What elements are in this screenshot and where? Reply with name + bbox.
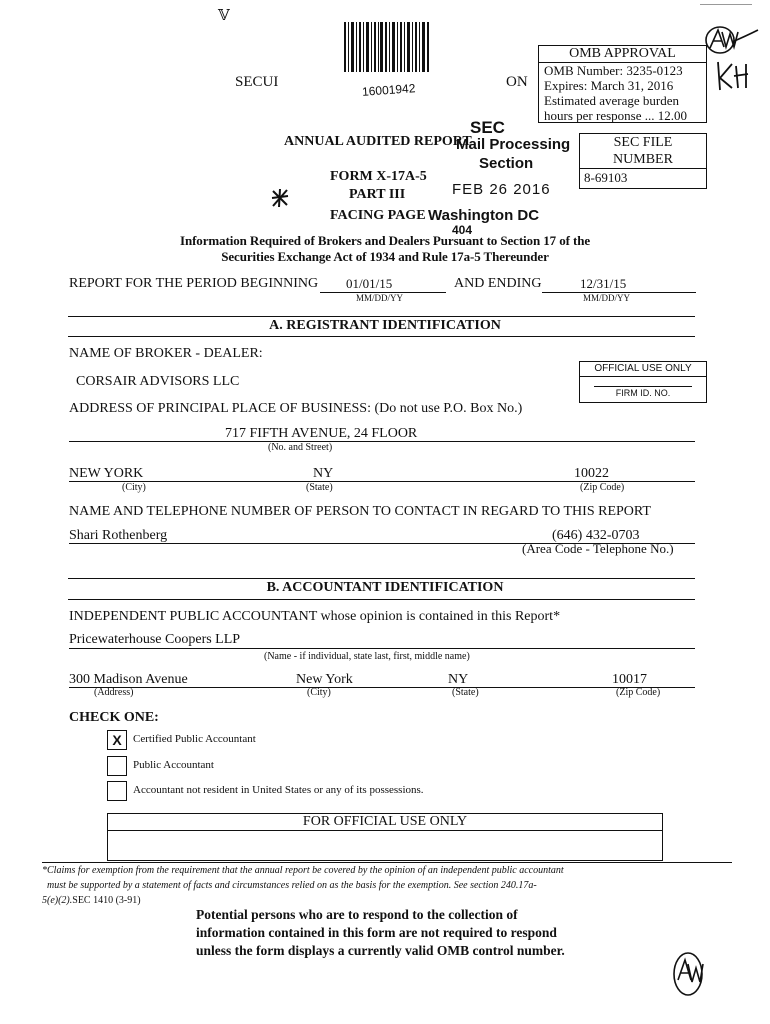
- info-line-1: Information Required of Brokers and Dealers Pursuant to Section 17 of the: [179, 233, 590, 248]
- claims-line-1: *Claims for exemption from the requirement that the annual report be covered by the opinion of an independent public accountant: [42, 865, 564, 876]
- firm-id-label: FIRM ID. NO.: [594, 386, 692, 399]
- section-a-title: A. REGISTRANT IDENTIFICATION: [269, 318, 501, 333]
- claims-line-3-rest: SEC 1410 (3-91): [72, 895, 141, 906]
- address-label: ADDRESS OF PRINCIPAL PLACE OF BUSINESS: (Do not use P.O. Box No.): [69, 401, 523, 416]
- checkbox-non-resident-label: Accountant not resident in United States or any of its possessions.: [133, 784, 424, 796]
- stamp-sec: SEC: [470, 118, 505, 137]
- accountant-label: INDEPENDENT PUBLIC ACCOUNTANT whose opinion is contained in this Report*: [69, 609, 561, 624]
- form-number: FORM X-17A-5: [330, 169, 427, 184]
- check-one-label: CHECK ONE:: [69, 710, 159, 725]
- barcode-number: 16001942: [361, 81, 416, 99]
- accountant-state-caption: (State): [452, 687, 479, 698]
- accountant-zip: 10017: [612, 672, 647, 687]
- omb-burden-1: Estimated average burden: [544, 93, 679, 108]
- stamp-city: Washington DC: [428, 207, 540, 224]
- for-official-use-box: [107, 813, 663, 861]
- claims-line-3: [42, 895, 141, 906]
- omb-approval-box: [538, 45, 707, 123]
- initials-top-text: AW: [708, 58, 710, 59]
- broker-name: CORSAIR ADVISORS LLC: [76, 374, 240, 389]
- omb-number: OMB Number: 3235-0123: [544, 63, 683, 78]
- period-begin-format: MM/DD/YY: [356, 293, 404, 303]
- omb-title: OMB APPROVAL: [539, 46, 706, 63]
- section-b-title: B. ACCOUNTANT IDENTIFICATION: [266, 580, 504, 595]
- period-begin-label: REPORT FOR THE PERIOD BEGINNING: [69, 276, 319, 291]
- notice-line-1: Potential persons who are to respond to the collection of: [196, 907, 518, 922]
- initials-kh-signature: [712, 58, 750, 94]
- top-mark: 𝕍: [218, 8, 230, 24]
- checkbox-public-accountant[interactable]: [107, 756, 127, 776]
- notice-line-2: information contained in this form are not required to respond: [196, 925, 557, 940]
- accountant-name-caption: (Name - if individual, state last, first, middle name): [264, 651, 470, 662]
- claims-line-3-italic: 5(e)(2).: [42, 895, 73, 906]
- part-number: PART III: [349, 187, 406, 202]
- secur-fragment: SECUI: [235, 74, 279, 90]
- state-value: NY: [313, 466, 334, 481]
- barcode: [344, 22, 430, 72]
- annual-report-title: ANNUAL AUDITED REPORT: [284, 134, 472, 149]
- broker-label: NAME OF BROKER - DEALER:: [69, 346, 263, 361]
- zip-caption: (Zip Code): [580, 482, 625, 493]
- sec-file-box: [579, 133, 707, 189]
- official-use-box: [579, 361, 707, 403]
- zip-value: 10022: [574, 466, 609, 481]
- official-use-label: OFFICIAL USE ONLY: [580, 362, 706, 377]
- asterisk-mark: [268, 186, 292, 210]
- city-caption: (City): [122, 482, 146, 493]
- stamp-date: FEB 26 2016: [452, 181, 551, 198]
- city-value: NEW YORK: [69, 466, 144, 481]
- checkbox-public-accountant-label: Public Accountant: [133, 759, 214, 771]
- sec-file-label-1: SEC FILE: [613, 135, 673, 150]
- street-value: 717 FIFTH AVENUE, 24 FLOOR: [225, 426, 418, 441]
- stamp-mail-processing: Mail Processing: [456, 136, 571, 153]
- on-fragment: ON: [506, 74, 528, 90]
- contact-name: Shari Rothenberg: [69, 528, 168, 543]
- phone-caption: (Area Code - Telephone No.): [522, 541, 674, 556]
- checkbox-cpa[interactable]: X: [107, 730, 127, 750]
- initials-top-signature: [702, 20, 760, 60]
- period-end-label: AND ENDING: [454, 276, 542, 291]
- accountant-city: New York: [296, 672, 353, 687]
- facing-page: FACING PAGE: [330, 208, 426, 223]
- for-official-use-label: FOR OFFICIAL USE ONLY: [108, 814, 662, 831]
- state-caption: (State): [306, 482, 333, 493]
- sec-file-number: 8-69103: [584, 170, 628, 185]
- info-line-2: Securities Exchange Act of 1934 and Rule 17a-5 Thereunder: [221, 249, 549, 264]
- omb-expires: Expires: March 31, 2016: [544, 78, 674, 93]
- initials-kh-text: KH: [714, 93, 716, 94]
- claims-line-2: must be supported by a statement of facts and circumstances relied on as the basis for the exemption. See section 240.17a-: [47, 880, 537, 891]
- street-caption: (No. and Street): [268, 442, 333, 453]
- accountant-zip-caption: (Zip Code): [616, 687, 661, 698]
- stamp-section: Section: [479, 155, 534, 172]
- initials-bottom-signature: [668, 950, 708, 1000]
- accountant-name: Pricewaterhouse Coopers LLP: [69, 632, 241, 647]
- stamp-number: 404: [452, 223, 473, 237]
- notice-line-3: unless the form displays a currently valid OMB control number.: [196, 943, 565, 958]
- accountant-city-caption: (City): [307, 687, 331, 698]
- accountant-state: NY: [448, 672, 469, 687]
- accountant-address: 300 Madison Avenue: [69, 672, 188, 687]
- checkbox-non-resident[interactable]: [107, 781, 127, 801]
- period-end-value: 12/31/15: [580, 276, 627, 291]
- period-end-format: MM/DD/YY: [583, 293, 631, 303]
- checkbox-cpa-label: Certified Public Accountant: [133, 733, 256, 745]
- accountant-address-caption: (Address): [94, 687, 134, 698]
- initials-bottom-text: AW: [670, 999, 672, 1000]
- contact-phone: (646) 432-0703: [552, 528, 640, 543]
- sec-file-label-2: NUMBER: [580, 151, 706, 169]
- omb-burden-2: hours per response ... 12.00: [544, 108, 687, 123]
- period-begin-value: 01/01/15: [346, 276, 393, 291]
- contact-label: NAME AND TELEPHONE NUMBER OF PERSON TO CONTACT IN REGARD TO THIS REPORT: [69, 504, 651, 519]
